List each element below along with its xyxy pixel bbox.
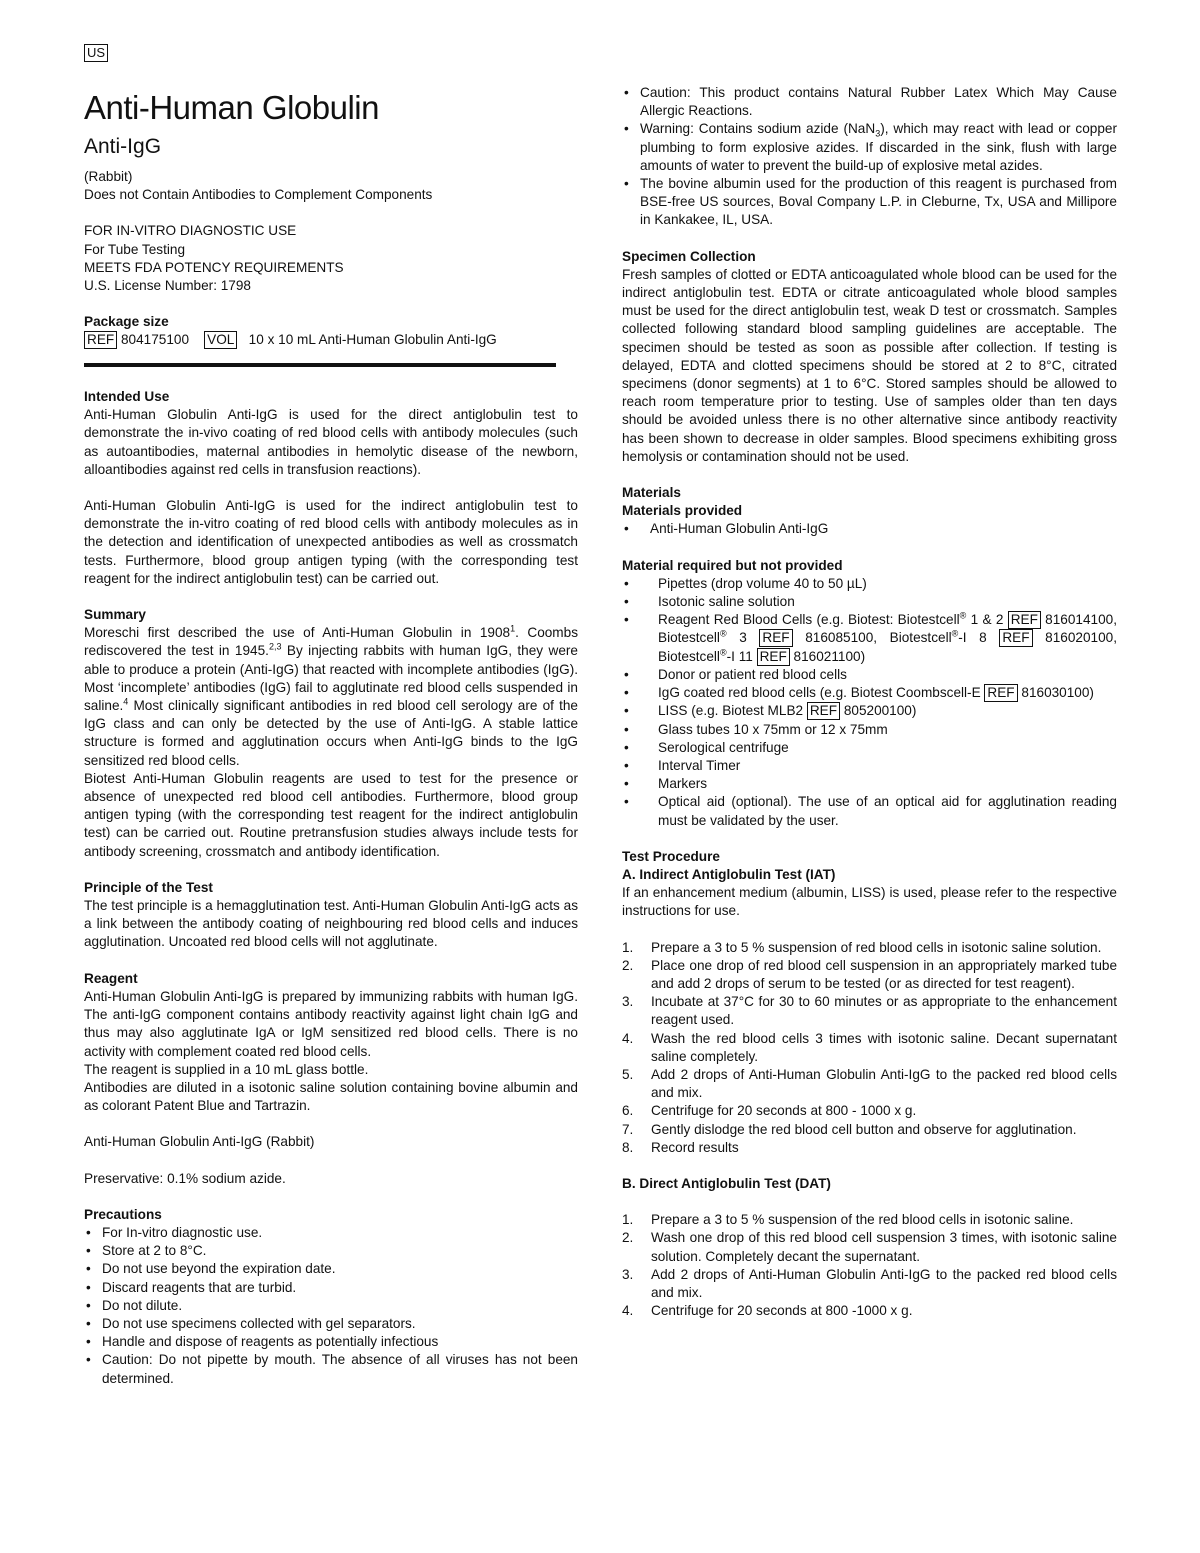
list-item: • The bovine albumin used for the production of this reagent is purchased from BSE-free US sources, Boval Company L.P. in Cleburne, Tx, USA and Millipore in Kankakee, IL, USA.	[622, 175, 1117, 230]
iat-heading: A. Indirect Antiglobulin Test (IAT)	[622, 866, 836, 882]
ref-symbol: REF	[759, 629, 792, 647]
dat-steps	[622, 1211, 1117, 1320]
list-item: 2. Place one drop of red blood cell suspension in an appropriately marked tube and add 2 drops of serum to be tested (or as directed for test reagent).	[622, 957, 1117, 991]
ref-symbol: REF	[84, 331, 117, 349]
list-item: • Donor or patient red blood cells	[622, 666, 1117, 684]
list-item: 4. Centrifuge for 20 seconds at 800 -1000 x g.	[622, 1303, 913, 1319]
intended-use-p1: Anti-Human Globulin Anti-IgG is used for the direct antiglobulin test to demonstrate the in-vivo coating of red blood cells with antibody molecules (such as autoantibodies, maternal antibodies in hemolytic disease of the newborn, alloantibodies against red cells in transfusion reactions).	[84, 407, 578, 477]
list-item: 1. Prepare a 3 to 5 % suspension of the red blood cells in isotonic saline.	[622, 1212, 1074, 1228]
iat-steps	[622, 939, 1117, 1157]
specimen-heading: Specimen Collection	[622, 248, 756, 264]
intended-use-p2: Anti-Human Globulin Anti-IgG is used for the indirect antiglobulin test to demonstrate the in-vitro coating of red blood cells with antibody molecules as in the detection and identification of unexpected antibodies as well as crossmatch tests. Furthermore, blood group antigen typing (with the corresponding test reagent for the indirect antiglobulin test) can be carried out.	[84, 498, 578, 586]
list-item: • Caution: This product contains Natural Rubber Latex Which May Cause Allergic Reactions.	[622, 84, 1117, 120]
ref-symbol: REF	[807, 702, 840, 720]
list-item: 3. Add 2 drops of Anti-Human Globulin Anti-IgG to the packed red blood cells and mix.	[622, 1266, 1117, 1300]
summary-p1: Moreschi first described the use of Anti-Human Globulin in 1908$^1$. Coombs rediscovered the test in 1945.$^{2,3}$ By injecting rabbits with human IgG, they were able to produce a protein (Anti-IgG) that reacted with incomplete antibodies (IgG). Most ‘incomplete’ antibodies (IgG) fail to agglutinate red blood cells suspended in saline.$^4$ Most clinically significant antibodies in red blood cell serology are of the IgG class and can only be detected by the use of Anti-IgG. A stable lattice structure is formed and agglutination occurs when Anti-IgG binds to the IgG sensitized red blood cells.	[84, 623, 578, 768]
header-line: Does not Contain Antibodies to Complement Components	[84, 187, 433, 203]
ref-symbol: REF	[757, 648, 790, 666]
country-code-box: US	[84, 44, 108, 62]
header-info	[84, 168, 578, 350]
list-item: 6. Centrifuge for 20 seconds at 800 - 1000 x g.	[622, 1103, 917, 1119]
list-item: 4. Wash the red blood cells 3 times with isotonic saline. Decant supernatant saline completely.	[622, 1030, 1117, 1064]
list-item: 5. Add 2 drops of Anti-Human Globulin Anti-IgG to the packed red blood cells and mix.	[622, 1066, 1117, 1101]
list-item: • Handle and dispose of reagents as potentially infectious	[84, 1333, 578, 1351]
header-line: For Tube Testing	[84, 241, 186, 257]
list-item: 2. Wash one drop of this red blood cell suspension 3 times, with isotonic saline solution. Completely decant the supernatant.	[622, 1230, 1117, 1264]
list-item: 8. Record results	[622, 1139, 739, 1155]
list-item: • Store at 2 to 8°C.	[84, 1242, 578, 1260]
summary-p2: Biotest Anti-Human Globulin reagents are used to test for the presence or absence of unexpected red blood cell antibodies. Furthermore, blood group antigen typing (with the corresponding test reagent for the indirect antiglobulin test) can be carried out. Routine pretransfusion studies always include tests for antibody screening, crossmatch and antibody identification.	[84, 770, 578, 859]
reagent-p4: Anti-Human Globulin Anti-IgG (Rabbit)	[84, 1134, 315, 1150]
header-line: MEETS FDA POTENCY REQUIREMENTS	[84, 259, 344, 275]
materials-required-heading: Material required but not provided	[622, 557, 843, 573]
list-item: 7. Gently dislodge the red blood cell button and observe for agglutination.	[622, 1121, 1077, 1137]
header-line: U.S. License Number: 1798	[84, 278, 251, 294]
ref-symbol: REF	[999, 629, 1032, 647]
list-item: • Isotonic saline solution	[622, 593, 1117, 611]
list-item: • Interval Timer	[622, 757, 1117, 775]
principle-text: The test principle is a hemagglutination test. Anti-Human Globulin Anti-IgG acts as a link between the antibody coating of neighbouring red blood cells and induces agglutination. Uncoated red blood cells will not agglutinate.	[84, 898, 578, 950]
ref-symbol: REF	[984, 684, 1017, 702]
specimen-text: Fresh samples of clotted or EDTA anticoagulated whole blood can be used for the indirect antiglobulin test. EDTA or citrate anticoagulated whole blood samples must be used for the direct antiglobulin test, weak D test or crossmatch. Samples collected following standard blood sampling guidelines are acceptable. The specimen should be tested as soon as possible after collection. If testing is delayed, EDTA and clotted specimens should be stored at 2 to 8°C, citrated specimens (donor segments) at 1 to 6°C. Stored samples should be allowed to reach room temperature prior to testing. Use of samples older than ten days should be avoided unless there is no other alternative since antibody reactivity has been shown to decrease in older samples. Blood specimens exhibiting gross hemolysis or contamination should not be used.	[622, 266, 1117, 464]
materials-provided-heading: Materials provided	[622, 503, 743, 519]
dat-heading: B. Direct Antiglobulin Test (DAT)	[622, 1175, 831, 1191]
list-item: • Anti-Human Globulin Anti-IgG	[622, 520, 1117, 538]
list-item: • Markers	[622, 775, 1117, 793]
procedure-heading: Test Procedure	[622, 848, 720, 864]
materials-provided-list	[622, 520, 1117, 538]
header-line: (Rabbit)	[84, 169, 133, 184]
list-item: • Optical aid (optional). The use of an optical aid for agglutination reading must be validated by the user.	[622, 793, 1117, 829]
summary-heading: Summary	[84, 607, 146, 623]
document-subtitle: Anti-IgG	[84, 135, 162, 158]
list-item: • Glass tubes 10 x 75mm or 12 x 75mm	[622, 721, 1117, 739]
right-column	[622, 84, 1117, 1320]
spacer	[84, 204, 578, 222]
list-item: • Do not use beyond the expiration date.	[84, 1260, 578, 1278]
ref-symbol: REF	[1008, 611, 1041, 629]
list-item: • Discard reagents that are turbid.	[84, 1279, 578, 1297]
iat-intro: If an enhancement medium (albumin, LISS) is used, please refer to the respective instructions for use.	[622, 885, 1117, 919]
list-item: • Serological centrifuge	[622, 739, 1117, 757]
list-item: • Pipettes (drop volume 40 to 50 µL)	[622, 575, 1117, 593]
precautions-list-continued	[622, 84, 1117, 230]
package-description: 10 x 10 mL Anti-Human Globulin Anti-IgG	[248, 332, 497, 348]
precautions-list	[84, 1224, 578, 1388]
list-item: • LISS (e.g. Biotest MLB2 REF 805200100)	[622, 702, 1117, 720]
precautions-heading: Precautions	[84, 1206, 162, 1222]
vol-symbol: VOL	[204, 331, 237, 349]
list-item: • Warning: Contains sodium azide (NaN$_3$), which may react with lead or copper plumbing to form explosive azides. If discarded in the sink, flush with large amounts of water to prevent the build-up of explosive metal azides.	[622, 120, 1117, 175]
header-line: FOR IN-VITRO DIAGNOSTIC USE	[84, 223, 297, 239]
section-divider	[84, 363, 556, 367]
list-item: • IgG coated red blood cells (e.g. Biotest Coombscell-E REF 816030100)	[622, 684, 1117, 702]
left-column	[84, 388, 578, 1388]
reagent-p5: Preservative: 0.1% sodium azide.	[84, 1170, 286, 1186]
document-title: Anti-Human Globulin	[84, 89, 379, 126]
principle-heading: Principle of the Test	[84, 879, 213, 895]
list-item: • Do not dilute.	[84, 1297, 578, 1315]
list-item: • For In-vitro diagnostic use.	[84, 1224, 578, 1242]
reagent-p1: Anti-Human Globulin Anti-IgG is prepared by immunizing rabbits with human IgG. The anti-IgG component contains antibody reactivity against light chain IgG and thus may also agglutinate IgA or IgM sensitized red blood cells. There is no activity with complement coated red blood cells.	[84, 988, 578, 1059]
spacer	[84, 295, 578, 313]
reagent-heading: Reagent	[84, 970, 138, 986]
list-item: • Do not use specimens collected with gel separators.	[84, 1315, 578, 1333]
list-item: • Reagent Red Blood Cells (e.g. Biotest: Biotestcell® 1 & 2 REF 816014100, Biotestcell® 3 REF 816085100, Biotestcell®-I 8 REF 816020100, Biotestcell®-I 11 REF 816021100)	[622, 611, 1117, 666]
package-size-line	[84, 331, 578, 349]
reagent-p3: Antibodies are diluted in a isotonic saline solution containing bovine albumin and as colorant Patent Blue and Tartrazin.	[84, 1079, 578, 1114]
package-size-heading: Package size	[84, 314, 169, 330]
materials-heading: Materials	[622, 485, 681, 501]
materials-required-list	[622, 575, 1117, 830]
reagent-p2: The reagent is supplied in a 10 mL glass bottle.	[84, 1061, 369, 1077]
ref-number: 804175100	[120, 332, 190, 348]
list-item: • Caution: Do not pipette by mouth. The absence of all viruses has not been determined.	[84, 1351, 578, 1387]
intended-use-heading: Intended Use	[84, 389, 170, 404]
list-item: 1. Prepare a 3 to 5 % suspension of red blood cells in isotonic saline solution.	[622, 939, 1102, 955]
list-item: 3. Incubate at 37°C for 30 to 60 minutes or as appropriate to the enhancement reagent used.	[622, 994, 1117, 1028]
